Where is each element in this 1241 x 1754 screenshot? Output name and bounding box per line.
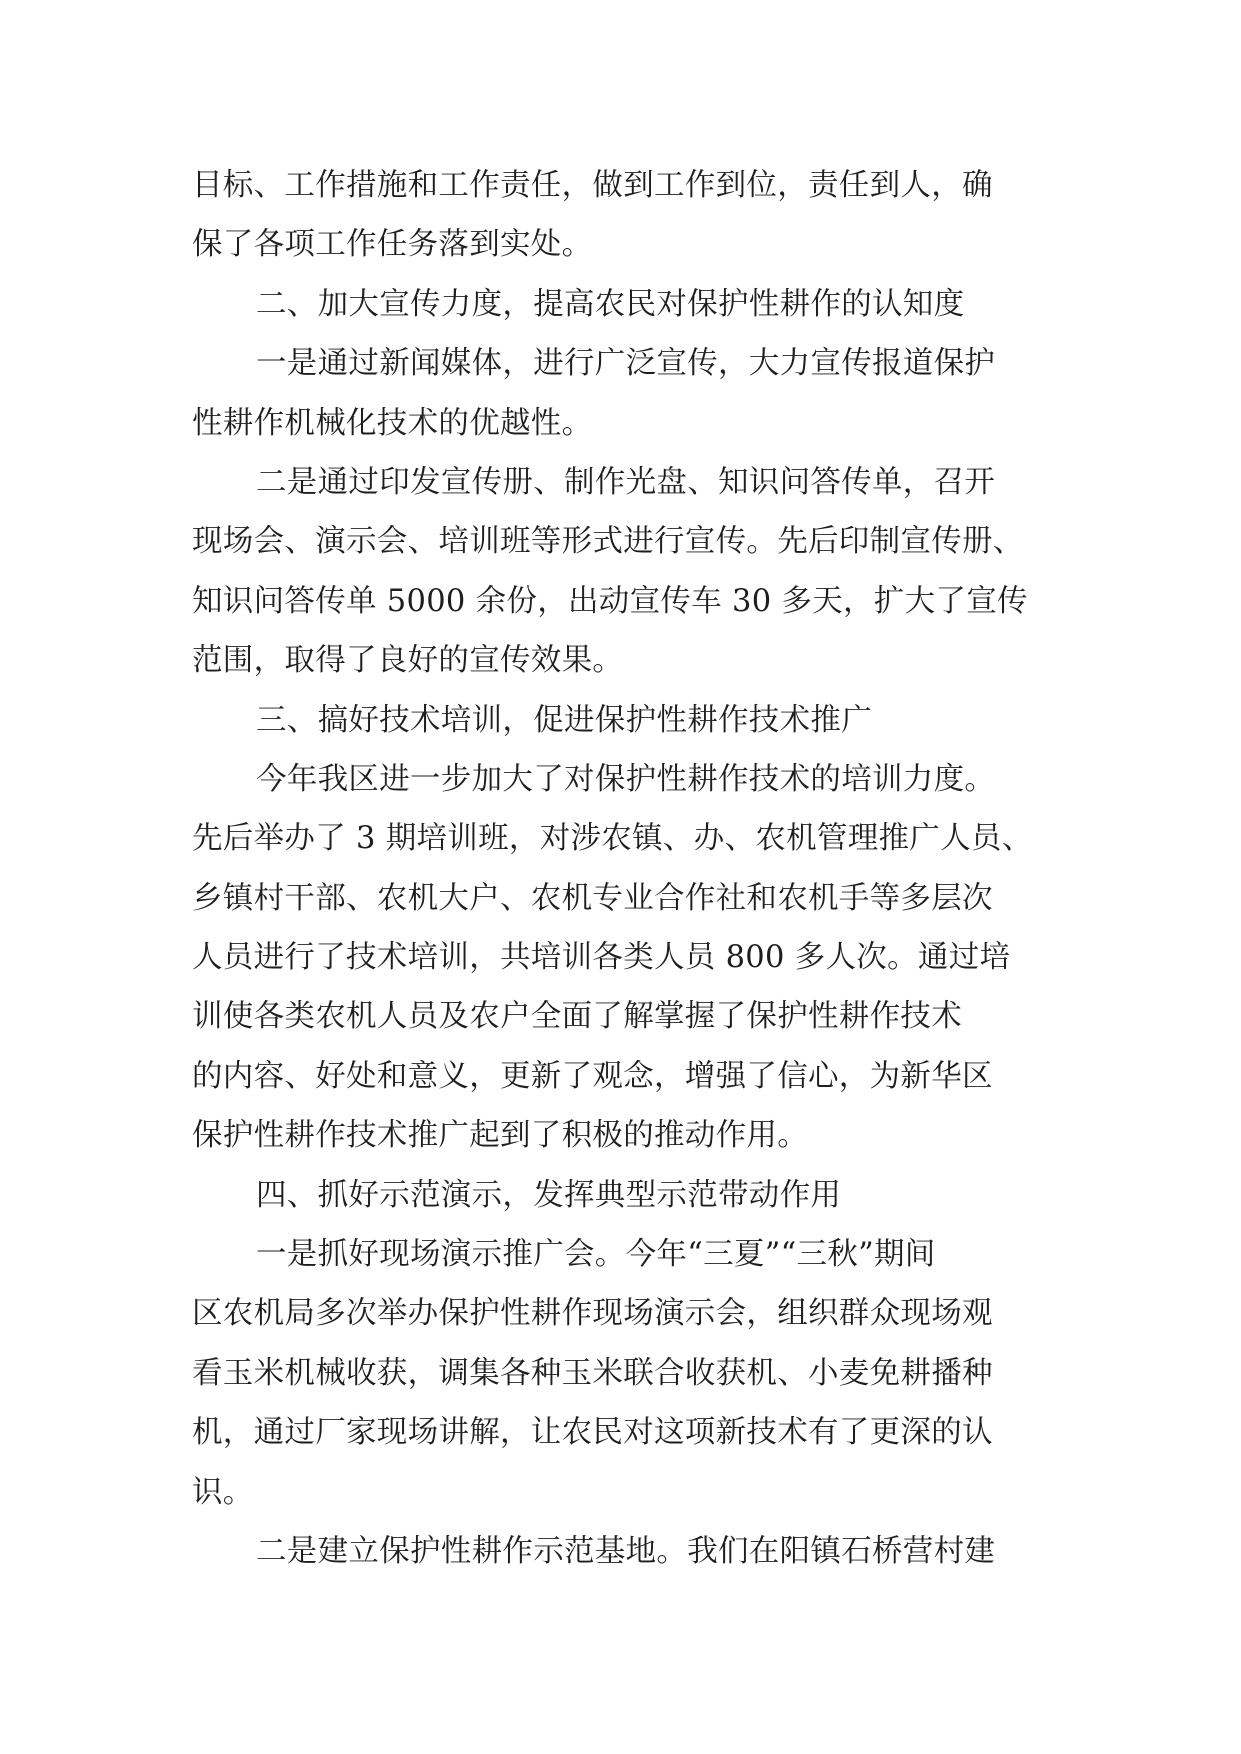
paragraph-line: 一是通过新闻媒体，进行广泛宣传，大力宣传报道保护 <box>256 346 996 382</box>
paragraph-line: 今年我区进一步加大了对保护性耕作技术的培训力度。 <box>256 761 996 797</box>
paragraph-line: 二是建立保护性耕作示范基地。我们在阳镇石桥营村建 <box>256 1533 996 1569</box>
paragraph-line: 范围，取得了良好的宣传效果。 <box>192 643 624 679</box>
paragraph-line: 先后举办了 3 期培训班，对涉农镇、办、农机管理推广人员、 <box>192 821 1033 857</box>
paragraph-line: 二是通过印发宣传册、制作光盘、知识问答传单，召开 <box>256 464 996 500</box>
section-heading-2: 二、加大宣传力度，提高农民对保护性耕作的认知度 <box>256 286 965 322</box>
paragraph-line: 目标、工作措施和工作责任，做到工作到位，责任到人，确 <box>192 168 993 203</box>
document-body <box>192 156 1052 1581</box>
paragraph-line: 机，通过厂家现场讲解，让农民对这项新技术有了更深的认 <box>192 1415 993 1451</box>
paragraph-line: 保护性耕作技术推广起到了积极的推动作用。 <box>192 1118 808 1154</box>
paragraph-line: 保了各项工作任务落到实处。 <box>192 227 593 263</box>
paragraph-line: 训使各类农机人员及农户全面了解掌握了保护性耕作技术 <box>192 999 962 1035</box>
section-heading-3: 三、搞好技术培训，促进保护性耕作技术推广 <box>256 702 872 738</box>
section-heading-4: 四、抓好示范演示，发挥典型示范带动作用 <box>256 1177 842 1213</box>
paragraph-line: 一是抓好现场演示推广会。今年“三夏”“三秋”期间 <box>256 1237 936 1273</box>
paragraph-line: 识。 <box>192 1474 254 1510</box>
paragraph-line: 性耕作机械化技术的优越性。 <box>192 405 593 441</box>
paragraph-line: 人员进行了技术培训，共培训各类人员 800 多人次。通过培 <box>192 940 1011 976</box>
paragraph-line: 乡镇村干部、农机大户、农机专业合作社和农机手等多层次 <box>192 880 993 916</box>
paragraph-line: 看玉米机械收获，调集各种玉米联合收获机、小麦免耕播种 <box>192 1355 993 1391</box>
paragraph-line: 知识问答传单 5000 余份，出动宣传车 30 多天，扩大了宣传 <box>192 583 1028 619</box>
paragraph-line: 的内容、好处和意义，更新了观念，增强了信心，为新华区 <box>192 1058 993 1094</box>
paragraph-line: 区农机局多次举办保护性耕作现场演示会，组织群众现场观 <box>192 1296 993 1332</box>
paragraph-line: 现场会、演示会、培训班等形式进行宣传。先后印制宣传册、 <box>192 524 1024 560</box>
